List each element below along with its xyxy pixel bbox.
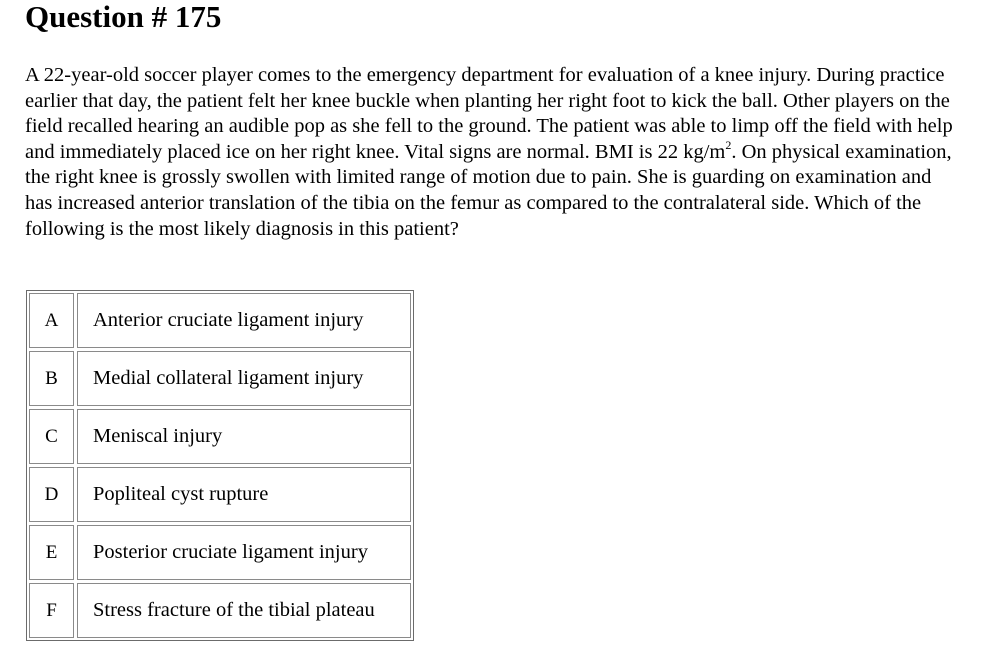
choice-letter: D <box>29 467 74 522</box>
choice-letter: E <box>29 525 74 580</box>
choice-letter: B <box>29 351 74 406</box>
choice-letter: A <box>29 293 74 348</box>
question-stem-text-2: . On physical examination, the right knee is grossly swollen with limited range of motion due to pain. She is guarding on examination and has increased anterior translation of the tibia on the femur as compared to the contralateral side. Which of the following is the most likely diagnosis in this patient? <box>25 140 952 240</box>
question-stem-text-1: A 22-year-old soccer player comes to the emergency department for evaluation of a knee injury. During practice earlier that day, the patient felt her knee buckle when planting her right foot to kick the ball. Other players on the field recalled hearing an audible pop as she fell to the ground. The patient was able to limp off the field with help and immediately placed ice on her right knee. Vital signs are normal. BMI is 22 kg/m <box>25 64 953 163</box>
answer-choice-d[interactable] <box>29 467 411 522</box>
choice-text: Stress fracture of the tibial plateau <box>77 583 411 638</box>
question-title: Question # 175 <box>25 0 222 34</box>
answer-choices-table <box>26 290 414 641</box>
choice-letter: F <box>29 583 74 638</box>
answer-choice-b[interactable] <box>29 351 411 406</box>
choice-text: Anterior cruciate ligament injury <box>77 293 411 348</box>
choice-text: Medial collateral ligament injury <box>77 351 411 406</box>
choice-text: Posterior cruciate ligament injury <box>77 525 411 580</box>
question-stem <box>25 63 960 242</box>
choice-letter: C <box>29 409 74 464</box>
answer-choice-a[interactable] <box>29 293 411 348</box>
question-stem-superscript: 2 <box>725 137 732 152</box>
answer-choice-c[interactable] <box>29 409 411 464</box>
choice-text: Popliteal cyst rupture <box>77 467 411 522</box>
answer-choice-f[interactable] <box>29 583 411 638</box>
answer-choice-e[interactable] <box>29 525 411 580</box>
choice-text: Meniscal injury <box>77 409 411 464</box>
